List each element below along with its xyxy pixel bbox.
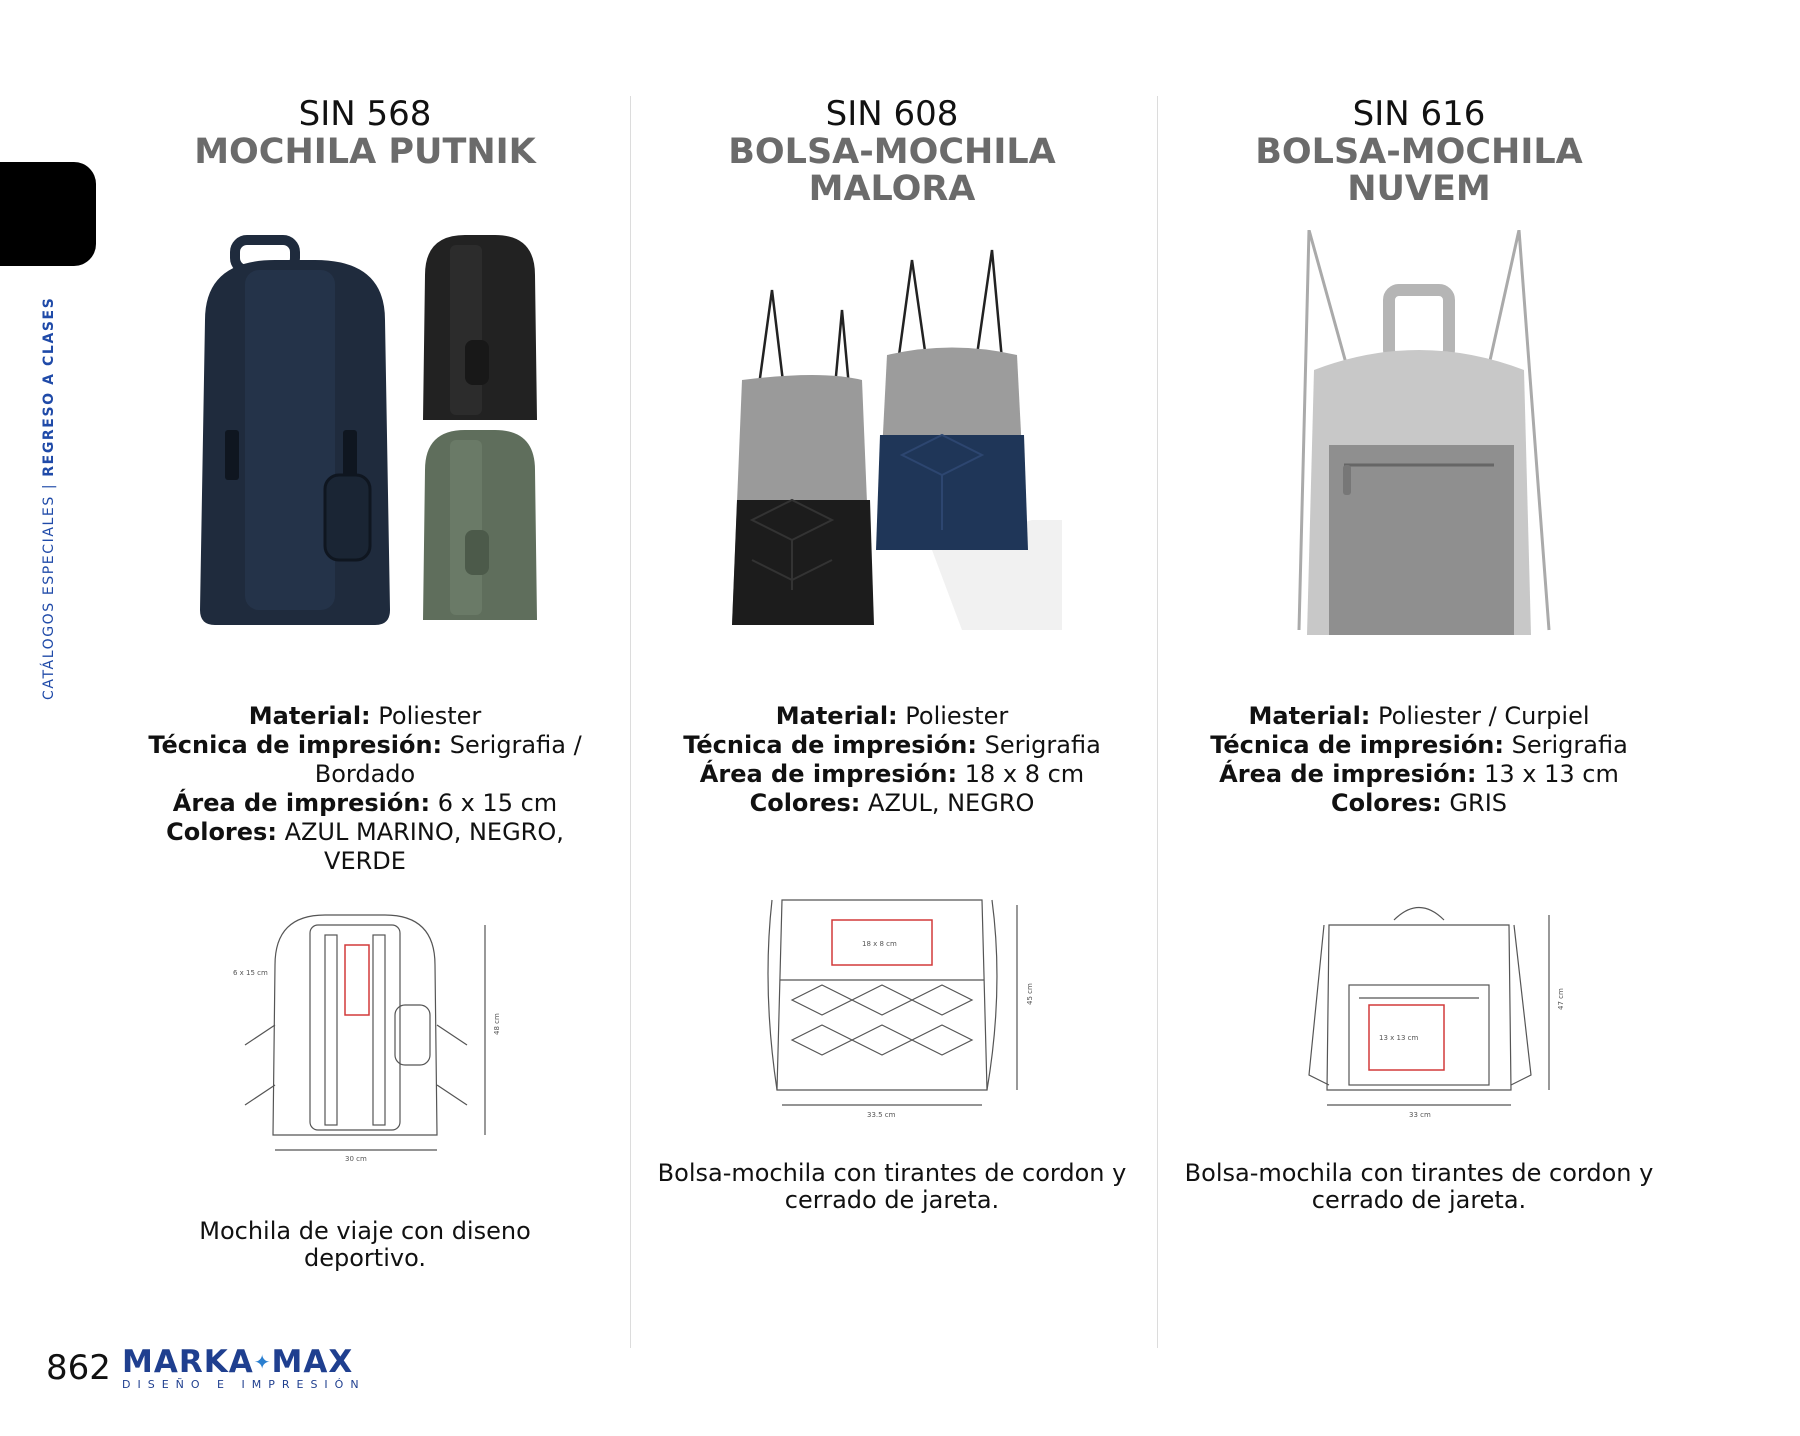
product-specs xyxy=(125,702,605,876)
spec-colors: Colores: AZUL MARINO, NEGRO, VERDE xyxy=(166,818,564,875)
side-pouch xyxy=(325,475,370,560)
brand-right: MAX xyxy=(271,1344,354,1380)
spec-print-area: Área de impresión: 18 x 8 cm xyxy=(699,760,1085,788)
height-label: 47 cm xyxy=(1557,988,1565,1010)
product-name xyxy=(1159,134,1679,200)
area-label: 13 x 13 cm xyxy=(1379,1034,1419,1042)
spec-print-area: Área de impresión: 13 x 13 cm xyxy=(1219,760,1619,788)
column-divider xyxy=(1157,96,1158,1348)
spec-print-area: Área de impresión: 6 x 15 cm xyxy=(172,789,558,817)
product-card-sin-568 xyxy=(105,90,625,1340)
brand-star-icon: ✦ xyxy=(253,1350,272,1374)
spec-colors: Colores: GRIS xyxy=(1330,789,1508,817)
product-photo-backpacks xyxy=(165,230,565,650)
product-card-sin-616 xyxy=(1159,90,1679,1340)
technical-drawing xyxy=(215,905,515,1165)
width-label: 33.5 cm xyxy=(867,1111,896,1119)
height-label: 48 cm xyxy=(493,1013,501,1035)
product-specs xyxy=(1179,702,1659,818)
height-label: 45 cm xyxy=(1026,983,1034,1005)
product-name-line-1: MOCHILA PUTNIK xyxy=(194,134,536,172)
spec-colors: Colores: AZUL, NEGRO xyxy=(749,789,1035,817)
section-name: CATÁLOGOS ESPECIALES | xyxy=(41,482,57,700)
product-photo-drawstring-bags xyxy=(692,230,1092,650)
product-description: Bolsa-mochila con tirantes de cordon y cerrado de jareta. xyxy=(1184,1159,1654,1214)
print-area-marker xyxy=(345,945,369,1015)
product-name xyxy=(105,134,625,200)
product-description: Bolsa-mochila con tirantes de cordon y cerrado de jareta. xyxy=(657,1159,1127,1214)
spec-print-technique: Técnica de impresión: Serigrafia xyxy=(1210,731,1628,759)
section-vertical-label xyxy=(34,280,64,700)
area-label: 18 x 8 cm xyxy=(862,940,897,948)
product-name-line-2: MALORA xyxy=(808,169,976,200)
product-code: SIN 616 xyxy=(1352,94,1486,134)
spec-material: Material: Poliester / Curpiel xyxy=(1248,702,1590,730)
spec-material: Material: Poliester xyxy=(248,702,482,730)
product-name-line-1: BOLSA-MOCHILA xyxy=(1255,134,1583,172)
front-pocket xyxy=(1329,445,1514,635)
width-label: 30 cm xyxy=(345,1155,367,1163)
top-handle xyxy=(1389,290,1449,360)
technical-drawing xyxy=(742,880,1042,1140)
section-tab-marker xyxy=(0,162,96,266)
technical-drawing xyxy=(1269,880,1569,1140)
product-photo-gray-drawstring-bag xyxy=(1219,230,1619,650)
product-name xyxy=(632,134,1152,200)
product-specs xyxy=(652,702,1132,818)
category-name: REGRESO A CLASES xyxy=(41,296,57,477)
spec-material: Material: Poliester xyxy=(775,702,1009,730)
column-divider xyxy=(630,96,631,1348)
product-name-line-2: NUVEM xyxy=(1347,169,1491,200)
area-label: 6 x 15 cm xyxy=(233,969,268,977)
product-name-line-1: BOLSA-MOCHILA xyxy=(728,134,1056,172)
spec-print-technique: Técnica de impresión: Serigrafia xyxy=(683,731,1101,759)
product-code: SIN 568 xyxy=(298,94,432,134)
product-card-sin-608 xyxy=(632,90,1152,1340)
product-description: Mochila de viaje con diseno deportivo. xyxy=(199,1217,531,1272)
brand-logo xyxy=(122,1346,382,1396)
front-panel xyxy=(245,270,335,610)
brand-left: MARKA xyxy=(122,1344,254,1380)
page-number: 862 xyxy=(46,1348,111,1388)
product-code: SIN 608 xyxy=(825,94,959,134)
brand-tagline: DISEÑO E IMPRESIÓN xyxy=(122,1378,366,1391)
width-label: 33 cm xyxy=(1409,1111,1431,1119)
spec-print-technique: Técnica de impresión: Serigrafia / Bordado xyxy=(148,731,582,788)
